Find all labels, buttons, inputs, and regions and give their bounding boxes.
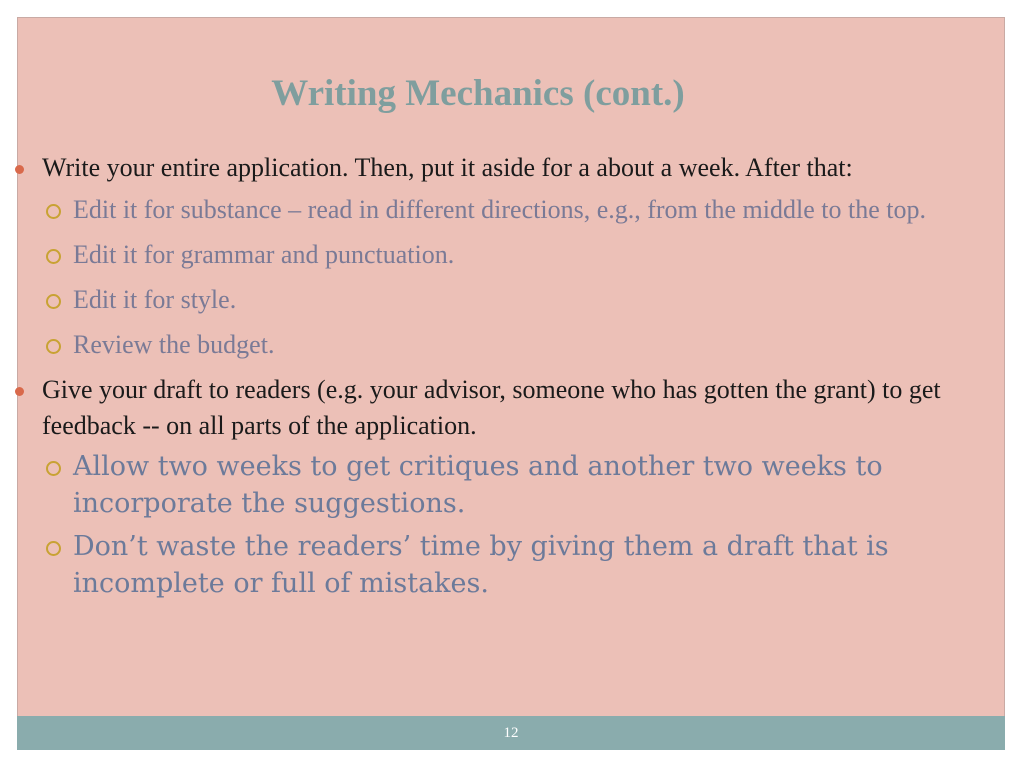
bullet-text: Give your draft to readers (e.g. your advisor, someone who has gotten the grant) to get feedback -- on all parts of the application. [42, 375, 941, 440]
sub-bullet-text: Don’t waste the readers’ time by giving them a draft that is incomplete or full of mistakes. [73, 531, 889, 599]
sub-bullet-item [18, 192, 978, 228]
sub-bullet-item [18, 528, 978, 602]
sub-bullet-text: Allow two weeks to get critiques and another two weeks to incorporate the suggestions. [73, 451, 883, 519]
hollow-circle-bullet-icon [46, 461, 61, 476]
slide-body [18, 150, 978, 608]
bullet-item [18, 372, 978, 444]
round-bullet-icon [15, 165, 24, 174]
bullet-text: Write your entire application. Then, put it aside for a about a week. After that: [42, 153, 853, 182]
footer-bar [17, 716, 1005, 750]
sub-bullet-item [18, 282, 978, 318]
sub-bullet-text: Review the budget. [73, 330, 275, 359]
slide-title: Writing Mechanics (cont.) [271, 73, 685, 114]
sub-bullet-text: Edit it for substance – read in different directions, e.g., from the middle to the top. [73, 195, 926, 224]
sub-bullet-text: Edit it for grammar and punctuation. [73, 240, 455, 269]
slide [17, 17, 1005, 750]
hollow-circle-bullet-icon [46, 204, 61, 219]
bullet-item [18, 150, 978, 186]
hollow-circle-bullet-icon [46, 541, 61, 556]
round-bullet-icon [15, 387, 24, 396]
hollow-circle-bullet-icon [46, 249, 61, 264]
hollow-circle-bullet-icon [46, 294, 61, 309]
sub-bullet-item [18, 237, 978, 273]
page-number: 12 [503, 725, 519, 741]
sub-bullet-item [18, 327, 978, 363]
hollow-circle-bullet-icon [46, 339, 61, 354]
sub-bullet-text: Edit it for style. [73, 285, 237, 314]
sub-bullet-item [18, 448, 978, 522]
